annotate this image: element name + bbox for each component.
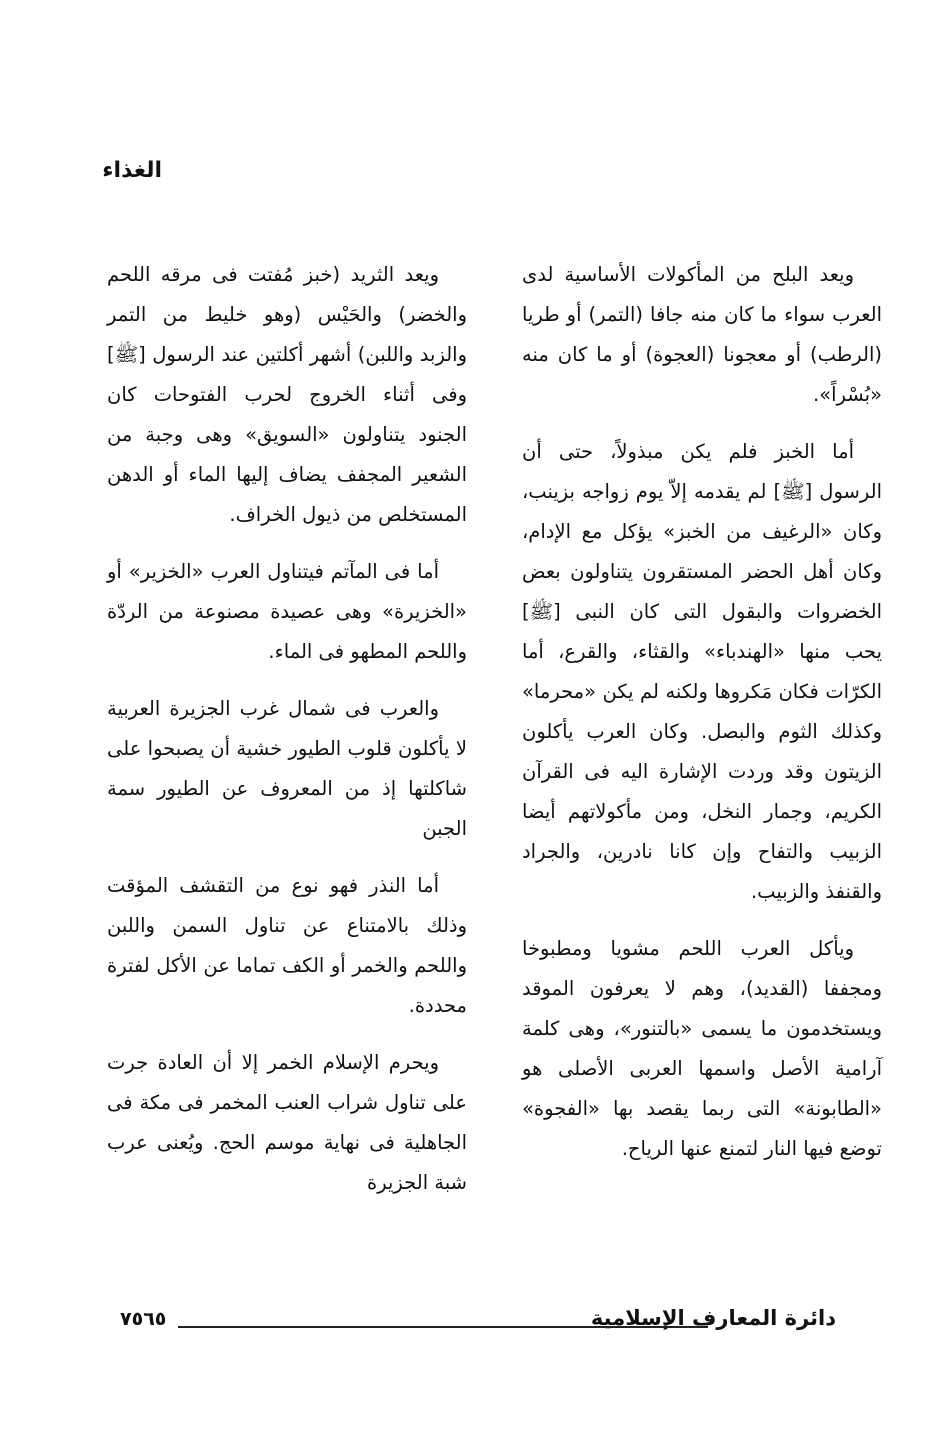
paragraph: ويعد الثريد (خبز مُفتت فى مرقه اللحم والخضر) والحَيْس (وهو خليط من التمر والزبد واللبن) أشهر أكلتين عند الرسول [ﷺ] وفى أثناء الخروج لحرب الفتوحات كان الجنود يتناولون «السويق» وهى وجبة من الشعير المجفف يضاف إليها الماء أو الدهن المستخلص من ذيول الخراف. bbox=[107, 263, 467, 526]
paragraph: ويأكل العرب اللحم مشويا ومطبوخا ومجففا (القديد)، وهم لا يعرفون الموقد ويستخدمون ما يسمى «بالتنور»، وهى كلمة آرامية الأصل واسمها العربى الأصلى هو «الطابونة» التى ربما يقصد بها «الفجوة» توضع فيها النار لتمنع عنها الرياح. bbox=[522, 937, 882, 1160]
paragraph: أما فى المآتم فيتناول العرب «الخزير» أو «الخزيرة» وهى عصيدة مصنوعة من الردّة واللحم المطهو فى الماء. bbox=[107, 560, 467, 663]
footer-rule-divider bbox=[178, 1326, 708, 1328]
paragraph: والعرب فى شمال غرب الجزيرة العربية لا يأكلون قلوب الطيور خشية أن يصبحوا على شاكلتها إذ من المعروف عن الطيور سمة الجبن bbox=[107, 697, 467, 840]
footer-publication-title: دائرة المعارف الإسلامية bbox=[590, 1306, 836, 1330]
right-text-column bbox=[522, 255, 882, 1186]
paragraph: ويعد البلح من المأكولات الأساسية لدى العرب سواء ما كان منه جافا (التمر) أو طريا (الرطب) أو معجونا (العجوة) أو ما كان منه «بُسْراً». bbox=[522, 263, 882, 406]
paragraph: أما الخبز فلم يكن مبذولاً، حتى أن الرسول [ﷺ] لم يقدمه إلاّ يوم زواجه بزينب، وكان «الرغيف من الخبز» يؤكل مع الإدام، وكان أهل الحضر المستقرون يتناولون بعض الخضروات والبقول التى كان النبى [ﷺ] يحب منها «الهندباء» والقثاء، والقرع، أما الكرّات فكان مَكروها ولكنه لم يكن «محرما» وكذلك الثوم والبصل. وكان العرب يأكلون الزيتون وقد وردت الإشارة اليه فى القرآن الكريم، وجمار النخل، ومن مأكولاتهم أيضا الزبيب والتفاح وإن كانا نادرين، والجراد والقنفذ والزبيب. bbox=[522, 440, 882, 903]
paragraph: أما النذر فهو نوع من التقشف المؤقت وذلك بالامتناع عن تناول السمن واللبن واللحم والخمر أو الكف تماما عن الأكل لفترة محددة. bbox=[107, 874, 467, 1017]
running-header: الغذاء bbox=[102, 158, 162, 183]
page-footer bbox=[120, 1306, 836, 1346]
page-number: ٧٥٦٥ bbox=[120, 1308, 167, 1330]
paragraph: ويحرم الإسلام الخمر إلا أن العادة جرت على تناول شراب العنب المخمر فى مكة فى الجاهلية فى نهاية موسم الحج. ويُعنى عرب شبة الجزيرة bbox=[107, 1051, 467, 1194]
left-text-column bbox=[107, 255, 467, 1220]
